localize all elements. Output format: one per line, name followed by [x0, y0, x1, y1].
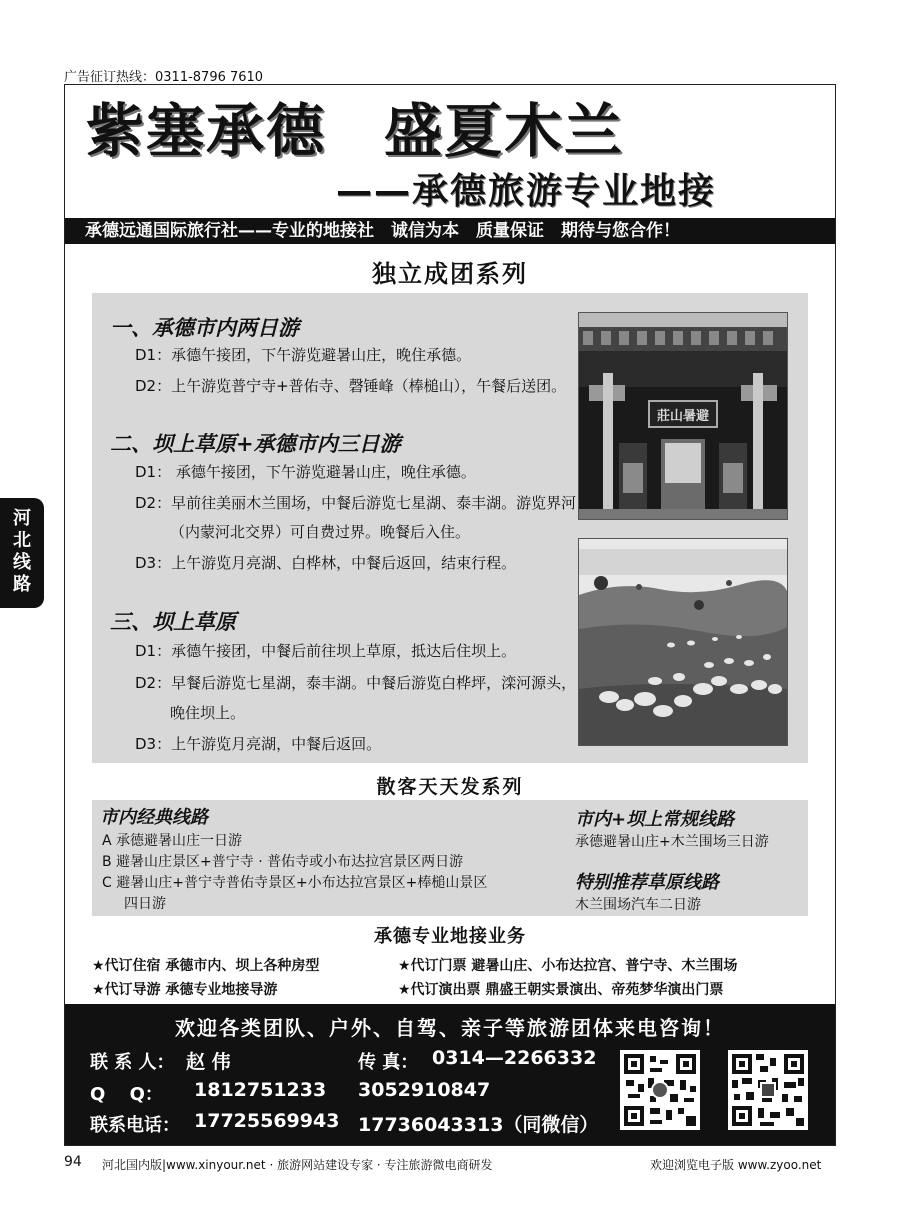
welcome-text: 欢迎各类团队、户外、自驾、亲子等旅游团体来电咨询！	[175, 1016, 725, 1040]
title-right: 盛夏木兰	[384, 97, 625, 165]
main-title	[86, 96, 624, 166]
service-item: ★代订演出票 鼎盛王朝实景演出、帝苑梦华演出门票	[398, 982, 724, 998]
qq-number: 3052910847	[358, 1079, 491, 1101]
tour-line: D3：上午游览月亮湖、白桦林，中餐后返回，结束行程。	[135, 554, 517, 572]
city-route-item: C 避暑山庄+普宁寺普佑寺景区+小布达拉宫景区+棒槌山景区	[102, 875, 488, 891]
qq-number: 1812751233	[194, 1079, 327, 1101]
service-item: ★代订门票 避暑山庄、小布达拉宫、普宁寺、木兰围场	[398, 958, 738, 974]
tour-line: D1：承德午接团，下午游览避暑山庄，晚住承德。	[135, 346, 472, 364]
city-route-item: 四日游	[124, 896, 166, 912]
qr-code	[620, 1050, 700, 1130]
regular-route-item: 承德避暑山庄+木兰围场三日游	[575, 834, 769, 850]
tour-line: D3：上午游览月亮湖，中餐后返回。	[135, 735, 382, 753]
tour-line: D2：早前往美丽木兰围场，中餐后游览七星湖、泰丰湖。游览界河	[135, 494, 577, 512]
qr-code	[728, 1050, 808, 1130]
photo-plaque-text: 莊山暑避	[656, 409, 710, 424]
services-title: 承德专业地接业务	[374, 926, 526, 947]
fax-label: 传 真：	[358, 1052, 419, 1073]
qq-label: Q Q：	[90, 1084, 163, 1105]
service-item: ★代订导游 承德专业地接导游	[92, 982, 278, 998]
contact-person-label: 联 系 人：	[90, 1052, 175, 1073]
footer-right: 欢迎浏览电子版 www.zyoo.net	[650, 1158, 822, 1172]
summer-resort-gate-photo	[578, 312, 788, 520]
fax-number: 0314—2266332	[432, 1047, 597, 1069]
phone-label: 联系电话：	[90, 1115, 180, 1136]
agency-banner: 承德远通国际旅行社——专业的地接社 诚信为本 质量保证 期待与您合作！	[65, 218, 835, 244]
tour-heading: 三、坝上草原	[110, 609, 236, 634]
tour-line: D1：承德午接团，中餐后前往坝上草原，抵达后住坝上。	[135, 642, 517, 660]
grassland-routes-title: 特别推荐草原线路	[575, 872, 719, 893]
city-route-item: B 避暑山庄景区+普宁寺 · 普佑寺或小布达拉宫景区两日游	[102, 854, 464, 870]
tour-line: 晚住坝上。	[170, 704, 246, 722]
footer-left: 河北国内版|www.xinyour.net · 旅游网站建设专家 · 专注旅游微电商研发	[102, 1158, 493, 1172]
side-tab-char: 线	[13, 552, 31, 573]
city-routes-title: 市内经典线路	[100, 807, 208, 828]
grassland-route-item: 木兰围场汽车二日游	[575, 897, 701, 913]
service-item: ★代订住宿 承德市内、坝上各种房型	[92, 958, 320, 974]
tour-line: D2：早餐后游览七星湖，泰丰湖。中餐后游览白桦坪，滦河源头，	[135, 674, 577, 692]
subtitle: ——承德旅游专业地接	[336, 171, 717, 212]
contact-person: 赵 伟	[186, 1051, 231, 1073]
side-tab-char: 北	[13, 530, 31, 551]
regular-routes-title: 市内+坝上常规线路	[575, 809, 735, 830]
tour-heading: 一、承德市内两日游	[110, 315, 299, 340]
tour-line: （内蒙河北交界）可自费过界。晚餐后入住。	[170, 523, 471, 541]
grassland-sheep-photo	[578, 538, 788, 746]
city-route-item: A 承德避暑山庄一日游	[102, 833, 243, 849]
page-number: 94	[64, 1154, 82, 1170]
ad-hotline: 广告征订热线：0311-8796 7610	[64, 70, 264, 85]
group-tours-title: 独立成团系列	[372, 260, 528, 288]
tour-heading: 二、坝上草原+承德市内三日游	[110, 431, 401, 456]
side-tab-char: 路	[13, 574, 31, 595]
title-left: 紫塞承德	[86, 97, 327, 165]
side-tab-char: 河	[13, 508, 31, 529]
side-section-tab	[0, 498, 44, 608]
daily-tours-title: 散客天天发系列	[376, 776, 524, 798]
tour-line: D2：上午游览普宁寺+普佑寺、磬锤峰（棒槌山），午餐后送团。	[135, 377, 567, 395]
phone-number: 17736043313（同微信）	[358, 1114, 599, 1136]
phone-number: 17725569943	[194, 1110, 340, 1132]
tour-line: D1： 承德午接团，下午游览避暑山庄，晚住承德。	[135, 463, 476, 481]
